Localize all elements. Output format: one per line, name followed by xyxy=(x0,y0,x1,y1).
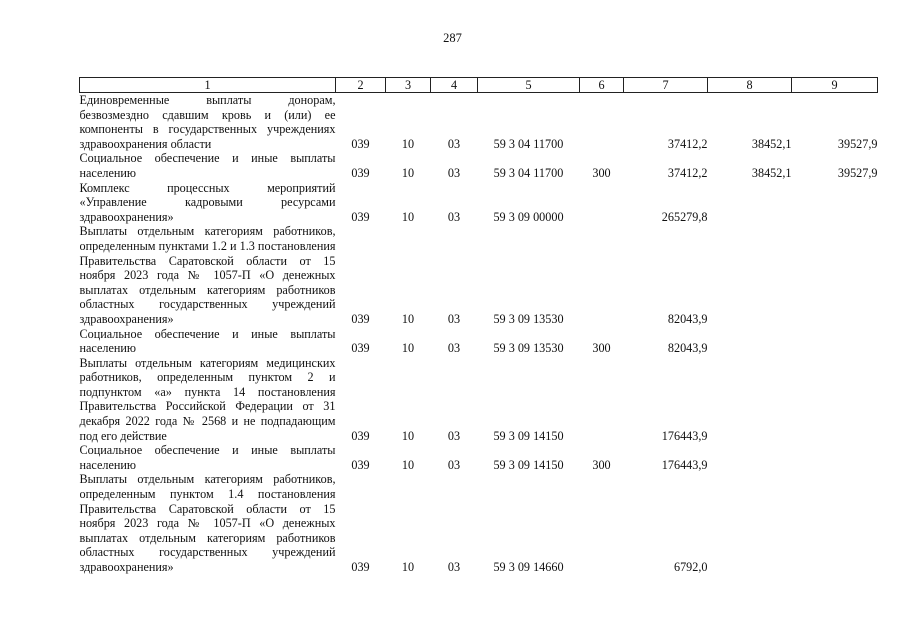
cell-section: 10 xyxy=(401,311,415,326)
cell-amount-col7: 176443,9 xyxy=(661,457,708,472)
column-header: 5 xyxy=(478,78,580,93)
table-row xyxy=(80,472,878,574)
cell-section: 10 xyxy=(401,428,415,443)
table-header xyxy=(80,78,878,93)
cell-amount-col9 xyxy=(792,181,878,225)
cell-ministry-code: 039 xyxy=(351,311,370,326)
cell-ministry-code: 039 xyxy=(351,428,370,443)
cell-amount-col9 xyxy=(792,224,878,326)
cell-subsection: 03 xyxy=(447,311,461,326)
cell-section: 10 xyxy=(401,136,415,151)
cell-target-article: 59 3 09 14150 xyxy=(493,457,564,472)
cell-subsection: 03 xyxy=(447,428,461,443)
cell-amount-col7: 37412,2 xyxy=(667,136,708,151)
cell-amount-col7: 6792,0 xyxy=(673,560,708,574)
cell-amount-col8: 38452,1 xyxy=(751,136,792,151)
cell-ministry-code: 039 xyxy=(351,341,370,356)
cell-section: 10 xyxy=(401,165,415,180)
cell-expense-type xyxy=(580,181,624,225)
table-row xyxy=(80,356,878,444)
table-body xyxy=(80,93,878,575)
cell-expense-type: 300 xyxy=(592,341,611,356)
cell-subsection: 03 xyxy=(447,341,461,356)
cell-amount-col9 xyxy=(792,443,878,472)
cell-target-article: 59 3 04 11700 xyxy=(493,165,564,180)
cell-amount-col9: 39527,9 xyxy=(837,165,878,180)
cell-expense-type: 300 xyxy=(592,457,611,472)
cell-amount-col7: 176443,9 xyxy=(661,428,708,443)
cell-expense-type: 300 xyxy=(592,165,611,180)
cell-amount-col8: 38452,1 xyxy=(751,165,792,180)
cell-section: 10 xyxy=(401,457,415,472)
table-row xyxy=(80,327,878,356)
cell-amount-col8 xyxy=(708,356,792,444)
table-row xyxy=(80,93,878,152)
cell-section: 10 xyxy=(401,209,415,224)
table-row xyxy=(80,443,878,472)
table-row xyxy=(80,181,878,225)
row-description: Выплаты отдельным категориям работников, определенным пунктами 1.2 и 1.3 постановления Правительства Саратовской области от 15 ноября 2023 года № 1057-П «О денежных выплатах отдельным категориям работников областных государственных учреждений здравоохранения» xyxy=(79,224,336,326)
cell-amount-col7: 265279,8 xyxy=(661,209,708,224)
row-description: Единовременные выплаты донорам, безвозмездно сдавшим кровь и (или) ее компоненты в государственных учреждениях здравоохранения области xyxy=(79,93,336,151)
cell-target-article: 59 3 09 14660 xyxy=(493,560,564,574)
cell-amount-col7: 82043,9 xyxy=(667,311,708,326)
cell-amount-col8 xyxy=(708,181,792,225)
cell-ministry-code: 039 xyxy=(351,560,370,574)
cell-amount-col8 xyxy=(708,224,792,326)
column-header: 3 xyxy=(386,78,431,93)
cell-subsection: 03 xyxy=(447,560,461,574)
cell-expense-type xyxy=(580,356,624,444)
cell-expense-type xyxy=(580,224,624,326)
cell-target-article: 59 3 09 13530 xyxy=(493,311,564,326)
row-description: Социальное обеспечение и иные выплаты населению xyxy=(79,151,336,180)
budget-table xyxy=(79,77,878,575)
cell-subsection: 03 xyxy=(447,136,461,151)
cell-subsection: 03 xyxy=(447,457,461,472)
cell-target-article: 59 3 09 14150 xyxy=(493,428,564,443)
row-description: Социальное обеспечение и иные выплаты населению xyxy=(79,443,336,472)
cell-expense-type xyxy=(580,472,624,574)
cell-amount-col8 xyxy=(708,327,792,356)
cell-target-article: 59 3 09 13530 xyxy=(493,341,564,356)
cell-amount-col9: 39527,9 xyxy=(837,136,878,151)
cell-target-article: 59 3 04 11700 xyxy=(493,136,564,151)
column-header: 4 xyxy=(431,78,478,93)
cell-amount-col8 xyxy=(708,443,792,472)
column-header: 2 xyxy=(336,78,386,93)
table-row xyxy=(80,224,878,326)
cell-ministry-code: 039 xyxy=(351,136,370,151)
row-description: Выплаты отдельным категориям работников, определенным пунктом 1.4 постановления Правительства Саратовской области от 15 ноября 2023 года № 1057-П «О денежных выплатах отдельным категориям работников областных государственных учреждений здравоохранения» xyxy=(79,472,336,574)
row-description: Социальное обеспечение и иные выплаты населению xyxy=(79,326,336,356)
cell-ministry-code: 039 xyxy=(351,209,370,224)
cell-target-article: 59 3 09 00000 xyxy=(493,209,564,224)
cell-expense-type xyxy=(580,93,624,152)
column-header: 8 xyxy=(708,78,792,93)
column-header: 9 xyxy=(792,78,878,93)
cell-amount-col7: 82043,9 xyxy=(667,341,708,356)
page-number: 287 xyxy=(443,31,462,45)
cell-ministry-code: 039 xyxy=(351,165,370,180)
cell-section: 10 xyxy=(401,560,415,574)
cell-subsection: 03 xyxy=(447,209,461,224)
column-header: 6 xyxy=(580,78,624,93)
cell-ministry-code: 039 xyxy=(351,457,370,472)
row-description: Комплекс процессных мероприятий «Управление кадровыми ресурсами здравоохранения» xyxy=(79,180,336,224)
cell-section: 10 xyxy=(401,341,415,356)
cell-amount-col9 xyxy=(792,472,878,574)
row-description: Выплаты отдельным категориям медицинских работников, определенным пунктом 2 и подпунктом «а» пункта 14 постановления Правительства Российской Федерации от 31 декабря 2022 года № 2568 и не подпадающим под его действие xyxy=(79,355,336,443)
cell-amount-col9 xyxy=(792,356,878,444)
column-header: 7 xyxy=(624,78,708,93)
column-header: 1 xyxy=(80,78,336,93)
table-row xyxy=(80,151,878,180)
cell-subsection: 03 xyxy=(447,165,461,180)
cell-amount-col7: 37412,2 xyxy=(667,165,708,180)
cell-amount-col8 xyxy=(708,472,792,574)
cell-amount-col9 xyxy=(792,327,878,356)
